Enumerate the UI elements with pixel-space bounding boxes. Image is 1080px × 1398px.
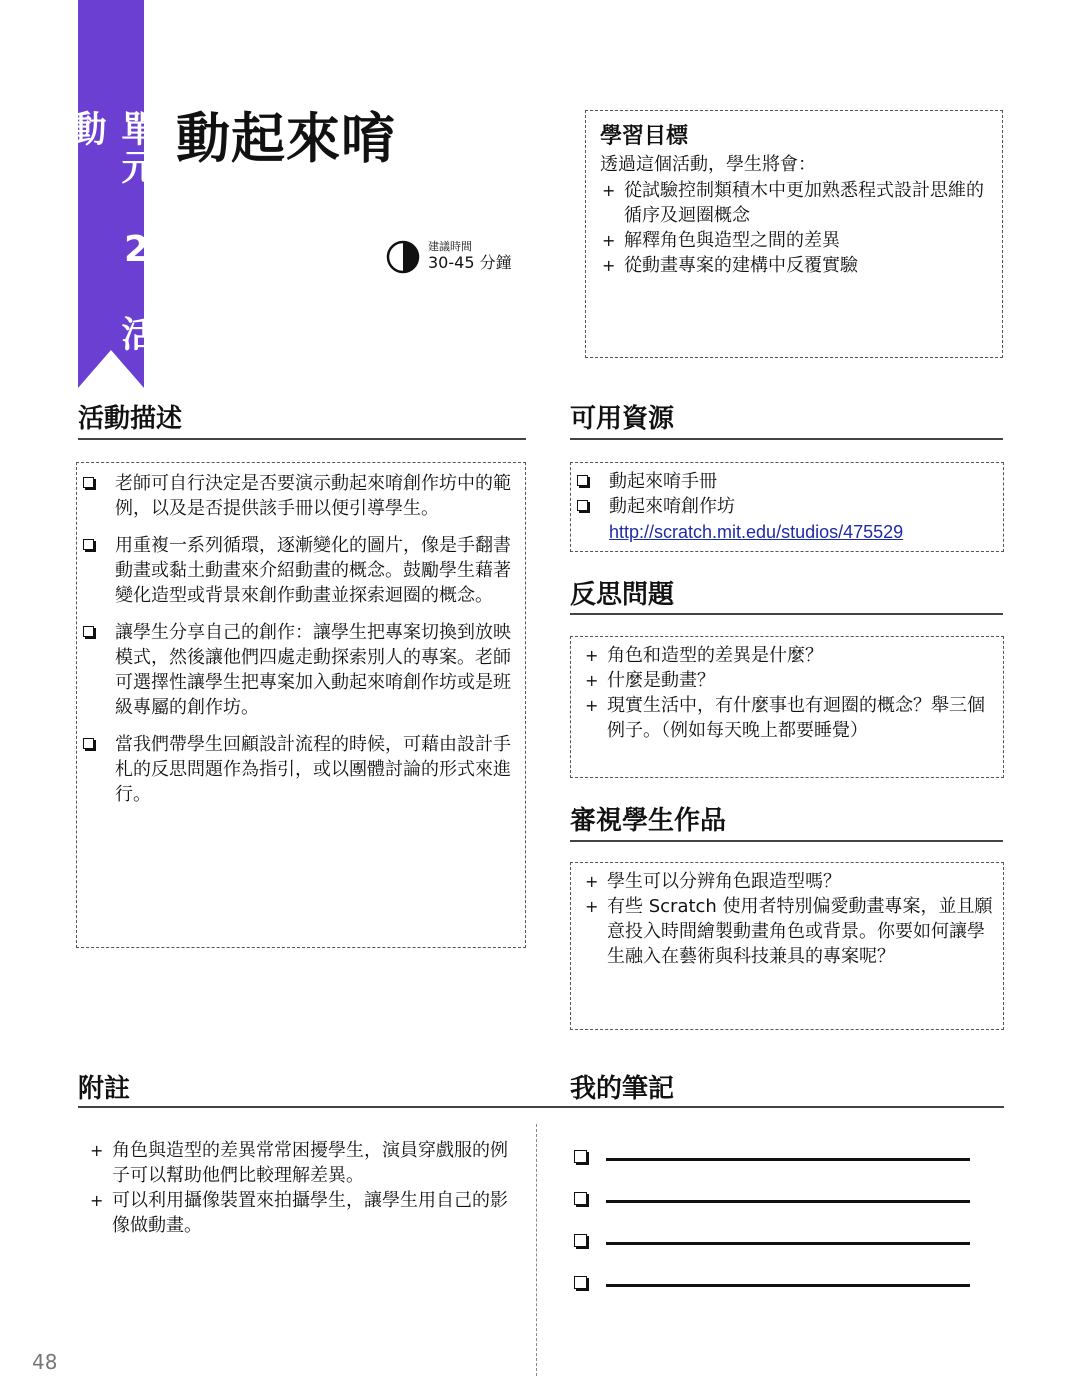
goal-item: + 從動畫專案的建構中反覆實驗 [600, 253, 988, 278]
reflection-rule [570, 613, 1003, 615]
goal-item: + 從試驗控制類積木中更加熟悉程式設計思維的循序及迴圈概念 [600, 178, 988, 228]
learning-goals-box [585, 110, 1003, 358]
goal-item: + 解釋角色與造型之間的差異 [600, 228, 988, 253]
notes-heading: 附註 [78, 1074, 131, 1104]
goals-title: 學習目標 [600, 124, 689, 149]
note-item: + 可以利用攝像裝置來拍攝學生，讓學生用自己的影像做動畫。 [88, 1188, 518, 1238]
note-line[interactable] [570, 1266, 990, 1308]
my-notes-heading: 我的筆記 [570, 1074, 675, 1104]
reflection-item: + 什麼是動畫？ [583, 668, 993, 693]
checkbox-icon [83, 539, 94, 550]
description-item: 讓學生分享自己的創作：讓學生把專案切換到放映模式，然後讓他們四處走動探索別人的專案。老師可選擇性讓學生把專案加入動起來唷創作坊或是班級專屬的創作坊。 [79, 620, 511, 720]
blank-line [606, 1242, 970, 1245]
page-number: 48 [32, 1350, 58, 1374]
checkbox-icon [83, 477, 94, 488]
checkbox-icon[interactable] [574, 1234, 587, 1247]
review-box [570, 862, 1004, 1030]
notes-list [88, 1138, 518, 1238]
reflection-item: + 現實生活中，有什麼事也有迴圈的概念？舉三個例子。（例如每天晚上都要睡覺） [583, 693, 993, 743]
note-line[interactable] [570, 1182, 990, 1224]
goals-intro: 透過這個活動，學生將會： [600, 154, 816, 175]
resources-heading: 可用資源 [570, 404, 675, 434]
reflection-heading: 反思問題 [570, 580, 675, 610]
half-circle-clock-icon [386, 240, 420, 274]
my-notes-lines [570, 1140, 990, 1308]
description-box [76, 462, 526, 948]
checkbox-icon[interactable] [574, 1276, 587, 1289]
resource-item: 動起來唷手冊 [573, 469, 993, 494]
blank-line [606, 1200, 970, 1203]
checkbox-icon [83, 738, 94, 749]
description-item: 用重複一系列循環，逐漸變化的圖片，像是手翻書動畫或黏土動畫來介紹動畫的概念。鼓勵學生藉著變化造型或背景來創作動畫並探索迴圈的概念。 [79, 533, 511, 608]
description-item: 老師可自行決定是否要演示動起來唷創作坊中的範例，以及是否提供該手冊以便引導學生。 [79, 471, 511, 521]
checkbox-icon[interactable] [574, 1192, 587, 1205]
description-item: 當我們帶學生回顧設計流程的時候，可藉由設計手札的反思問題作為指引，或以團體討論的形式來進行。 [79, 732, 511, 807]
time-value: 30-45 分鐘 [428, 253, 512, 273]
checkbox-icon [577, 500, 588, 511]
blank-line [606, 1158, 970, 1161]
notes-rule [78, 1106, 1004, 1108]
resource-item: 動起來唷創作坊 [573, 494, 993, 519]
note-line[interactable] [570, 1224, 990, 1266]
checkbox-icon [577, 475, 588, 486]
note-line[interactable] [570, 1140, 990, 1182]
blank-line [606, 1284, 970, 1287]
time-label: 建議時間 [428, 240, 472, 254]
suggested-time [386, 240, 512, 274]
checkbox-icon[interactable] [574, 1150, 587, 1163]
column-divider [536, 1124, 537, 1376]
unit-ribbon [65, 0, 157, 388]
description-heading: 活動描述 [78, 404, 183, 434]
reflection-box [570, 636, 1004, 778]
studio-link[interactable]: http://scratch.mit.edu/studios/475529 [609, 522, 904, 542]
review-rule [570, 840, 1003, 842]
review-item: + 學生可以分辨角色跟造型嗎？ [583, 869, 993, 894]
review-item: + 有些 Scratch 使用者特別偏愛動畫專案，並且願意投入時間繪製動畫角色或背景。你要如何讓學生融入在藝術與科技兼具的專案呢？ [583, 894, 993, 969]
ribbon-label: 單元 2 活動 [65, 110, 157, 353]
resources-box [570, 462, 1004, 552]
description-rule [78, 438, 526, 440]
review-heading: 審視學生作品 [570, 806, 727, 836]
reflection-item: + 角色和造型的差異是什麼？ [583, 643, 993, 668]
page-title: 動起來唷 [176, 107, 396, 170]
note-item: + 角色與造型的差異常常困擾學生，演員穿戲服的例子可以幫助他們比較理解差異。 [88, 1138, 518, 1188]
resources-rule [570, 438, 1003, 440]
checkbox-icon [83, 626, 94, 637]
